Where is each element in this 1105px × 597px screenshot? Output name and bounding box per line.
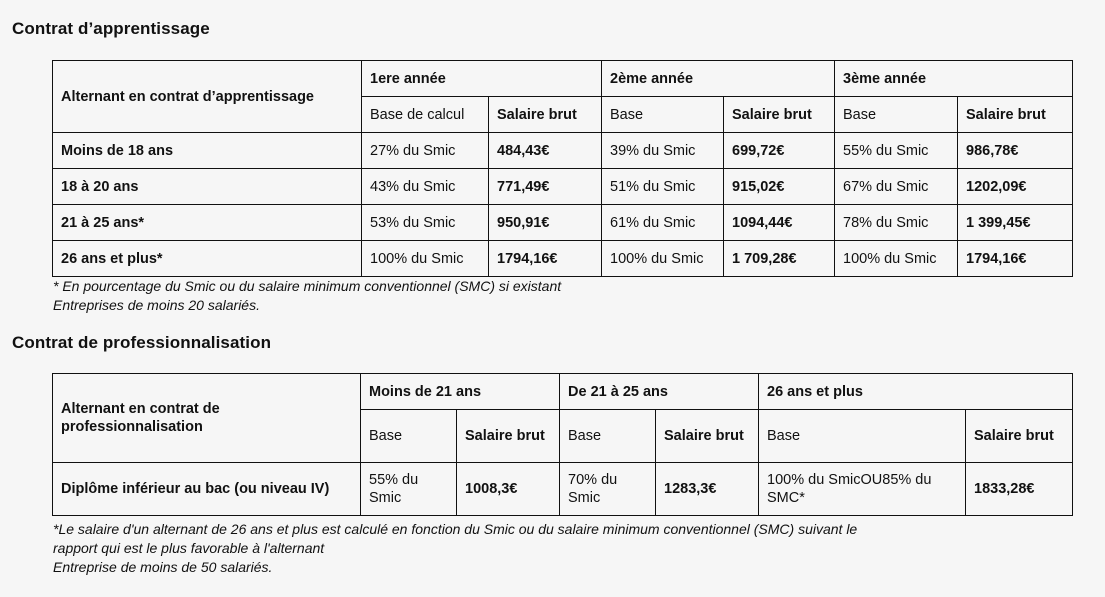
column-header: Base: [759, 410, 966, 463]
footnote-line: *Le salaire d'un alternant de 26 ans et plus est calculé en fonction du Smic ou du salaire minimum conventionnel (SMC) suivant le: [53, 521, 858, 537]
table-cell: 699,72€: [724, 133, 835, 169]
table-cell: 100% du Smic: [835, 241, 958, 277]
row-label: Moins de 18 ans: [53, 133, 362, 169]
table-cell: 1008,3€: [457, 463, 560, 516]
column-group-header: 2ème année: [602, 61, 835, 97]
footnote-line: * En pourcentage du Smic ou du salaire minimum conventionnel (SMC) si existant: [53, 278, 562, 294]
table-cell: 1094,44€: [724, 205, 835, 241]
table-row: [53, 241, 1073, 277]
column-group-header: De 21 à 25 ans: [560, 374, 759, 410]
table-cell: 771,49€: [489, 169, 602, 205]
table-cell: 1283,3€: [656, 463, 759, 516]
row-label: Diplôme inférieur au bac (ou niveau IV): [53, 463, 361, 516]
table-cell: 915,02€: [724, 169, 835, 205]
table-cell: 55% du Smic: [361, 463, 457, 516]
section-title-professionnalisation: Contrat de professionnalisation: [12, 333, 272, 352]
column-header: Salaire brut: [966, 410, 1073, 463]
table-row: [53, 133, 1073, 169]
column-group-header: 26 ans et plus: [759, 374, 1073, 410]
table-cell: 39% du Smic: [602, 133, 724, 169]
column-header: Base: [835, 97, 958, 133]
table-cell: 67% du Smic: [835, 169, 958, 205]
column-group-header: 3ème année: [835, 61, 1073, 97]
table-row-header: Alternant en contrat de professionnalisation: [53, 374, 361, 463]
column-header: Base: [602, 97, 724, 133]
table-cell: 100% du Smic: [362, 241, 489, 277]
column-header: Salaire brut: [656, 410, 759, 463]
table-row: [53, 463, 1073, 516]
column-header: Salaire brut: [489, 97, 602, 133]
column-group-header: 1ere année: [362, 61, 602, 97]
table-cell: 51% du Smic: [602, 169, 724, 205]
table-cell: 986,78€: [958, 133, 1073, 169]
footnote-line: Entreprise de moins de 50 salariés.: [53, 559, 273, 575]
table-row: [53, 205, 1073, 241]
row-label: 26 ans et plus*: [53, 241, 362, 277]
professionnalisation-footnote: [53, 520, 857, 577]
row-label: 21 à 25 ans*: [53, 205, 362, 241]
footnote-line: rapport qui est le plus favorable à l'alternant: [53, 540, 325, 556]
column-header: Base de calcul: [362, 97, 489, 133]
apprentissage-footnote: [53, 277, 561, 315]
table-row-header: Alternant en contrat d’apprentissage: [53, 61, 362, 133]
table-cell: 1 399,45€: [958, 205, 1073, 241]
footnote-line: Entreprises de moins 20 salariés.: [53, 297, 260, 313]
column-header: Salaire brut: [457, 410, 560, 463]
column-header: Salaire brut: [958, 97, 1073, 133]
column-header: Base: [560, 410, 656, 463]
table-cell: 27% du Smic: [362, 133, 489, 169]
table-cell: 1794,16€: [489, 241, 602, 277]
professionnalisation-table: [52, 373, 1073, 516]
table-cell: 1 709,28€: [724, 241, 835, 277]
table-cell: 70% du Smic: [560, 463, 656, 516]
column-group-header: Moins de 21 ans: [361, 374, 560, 410]
table-cell: 55% du Smic: [835, 133, 958, 169]
table-cell: 100% du SmicOU85% du SMC*: [759, 463, 966, 516]
apprentissage-table: [52, 60, 1073, 277]
table-cell: 43% du Smic: [362, 169, 489, 205]
table-cell: 100% du Smic: [602, 241, 724, 277]
table-cell: 1794,16€: [958, 241, 1073, 277]
table-cell: 1833,28€: [966, 463, 1073, 516]
section-title-apprentissage: Contrat d’apprentissage: [12, 19, 210, 38]
table-cell: 484,43€: [489, 133, 602, 169]
table-cell: 61% du Smic: [602, 205, 724, 241]
column-header: Base: [361, 410, 457, 463]
table-cell: 1202,09€: [958, 169, 1073, 205]
row-label: 18 à 20 ans: [53, 169, 362, 205]
column-header: Salaire brut: [724, 97, 835, 133]
table-row: [53, 169, 1073, 205]
table-cell: 53% du Smic: [362, 205, 489, 241]
table-cell: 950,91€: [489, 205, 602, 241]
table-cell: 78% du Smic: [835, 205, 958, 241]
